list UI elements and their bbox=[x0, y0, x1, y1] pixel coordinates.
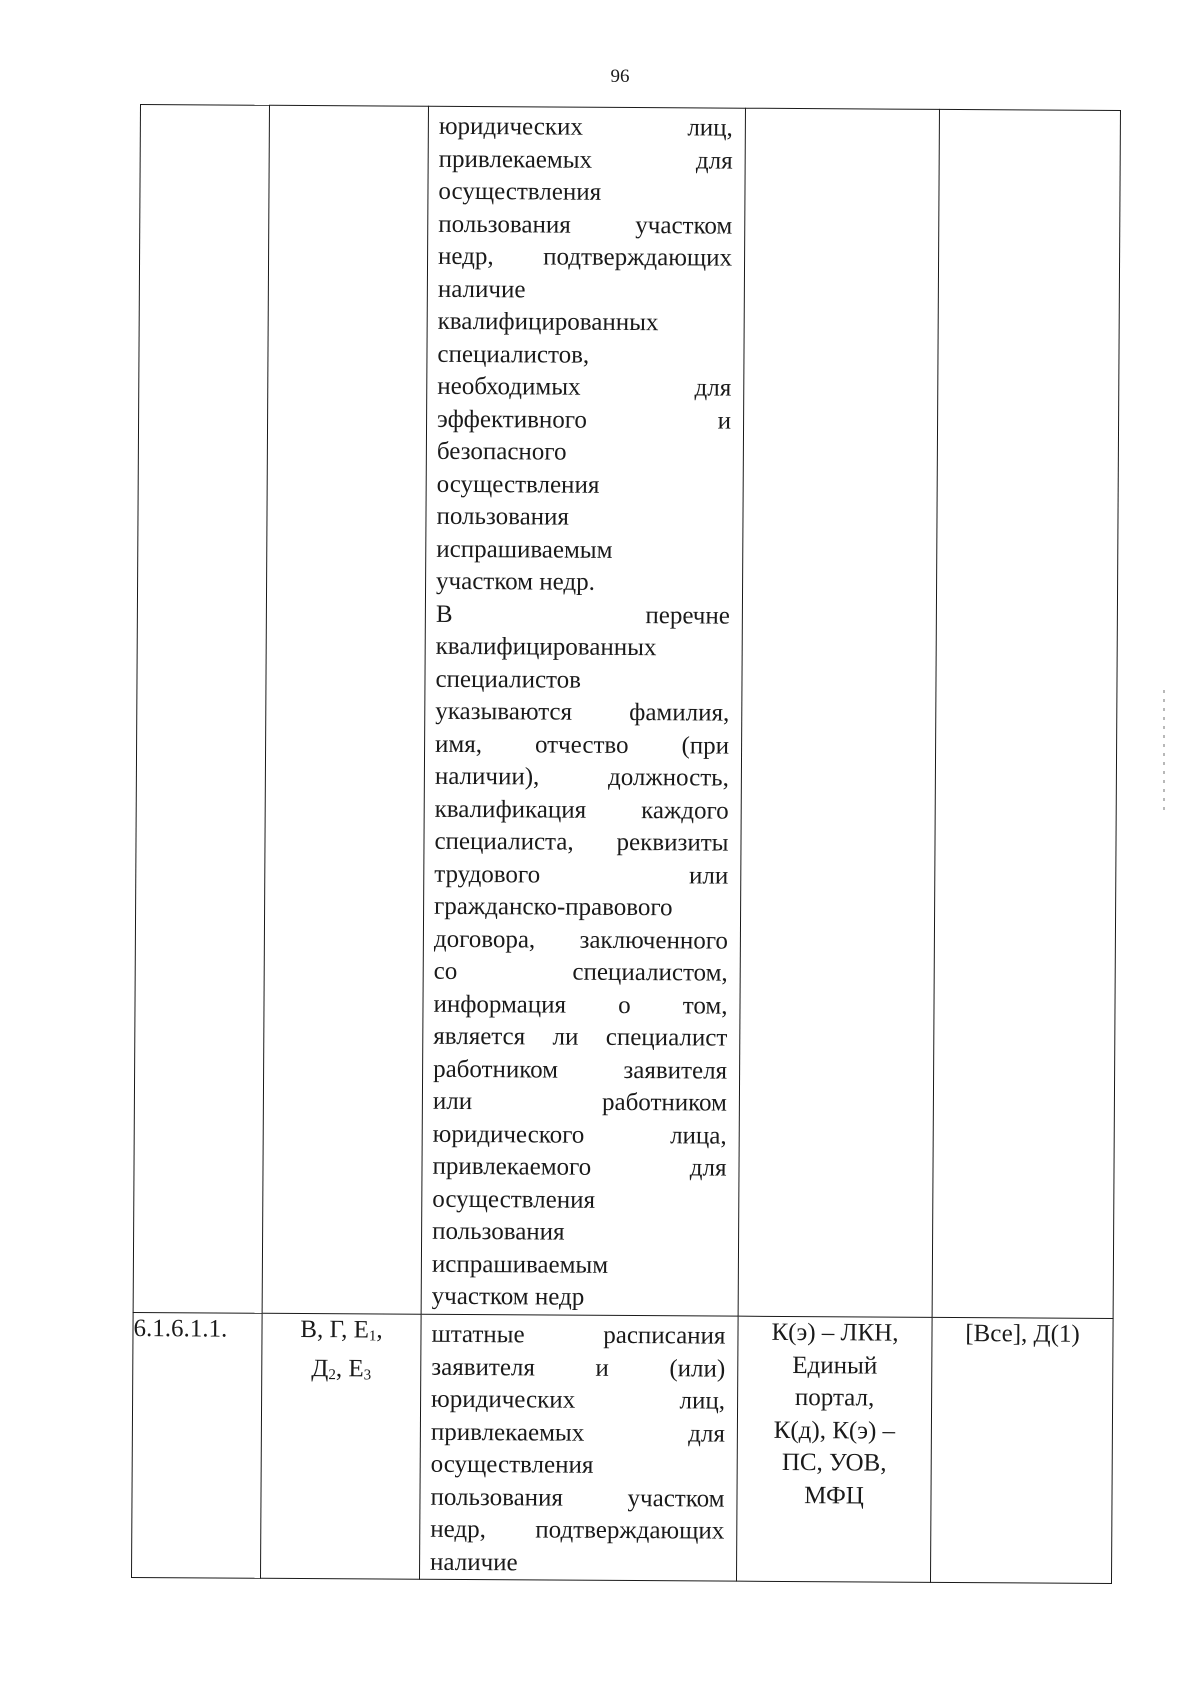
channels-cell bbox=[738, 108, 939, 1317]
code-cell: 6.1.6.1.1. bbox=[131, 1312, 262, 1578]
applicants-text: В, Г, Е bbox=[300, 1316, 370, 1344]
requirement-line: специалистов bbox=[435, 665, 582, 694]
requirement-text bbox=[422, 107, 745, 1315]
requirement-line: привлекаемых для bbox=[430, 1418, 725, 1448]
requirement-line: указываются фамилия, bbox=[435, 697, 730, 727]
applicants-cell bbox=[262, 105, 428, 1314]
requirement-line: пользования участком bbox=[430, 1483, 725, 1513]
requirements-table bbox=[131, 104, 1121, 1584]
requirement-line: испрашиваемым bbox=[436, 535, 613, 564]
requirement-text bbox=[420, 1315, 738, 1581]
requirement-line: специалиста, реквизиты bbox=[434, 827, 729, 857]
applicants-cell: В, Г, $Е_1$, $Д_2$, $Е_3$ bbox=[260, 1313, 421, 1579]
requirement-line: заявителя и (или) bbox=[431, 1353, 726, 1383]
requirement-line: пользования участком bbox=[438, 210, 733, 240]
requirement-line: юридических лиц, bbox=[438, 112, 733, 142]
requirement-cell bbox=[419, 1314, 738, 1581]
subscript: 1 bbox=[368, 1328, 377, 1345]
requirement-line: работником заявителя bbox=[433, 1055, 728, 1085]
requirement-line: привлекаемого для bbox=[432, 1152, 727, 1182]
requirement-line: осуществления bbox=[436, 470, 600, 499]
requirement-line: юридических лиц, bbox=[431, 1385, 726, 1415]
requirement-line: В перечне bbox=[435, 600, 730, 630]
requirement-line: специалистов, bbox=[437, 340, 590, 369]
scan-edge-marks bbox=[1163, 690, 1165, 810]
table-row bbox=[133, 105, 1120, 1319]
requirement-line: эффективного и bbox=[436, 405, 732, 435]
requirement-line: или работником bbox=[432, 1087, 727, 1117]
page-number: 96 bbox=[610, 66, 630, 87]
applicants-text: , Е bbox=[335, 1354, 364, 1382]
requirement-line: квалифицированных bbox=[435, 632, 657, 662]
requirement-line: недр, подтверждающих bbox=[437, 242, 733, 272]
requirement-line: безопасного bbox=[436, 437, 567, 466]
channel-line: К(д), К(э) – bbox=[773, 1416, 896, 1445]
requirement-line: испрашиваемым bbox=[431, 1250, 609, 1279]
requirement-line: юридического лица, bbox=[432, 1120, 727, 1150]
code-cell bbox=[133, 105, 269, 1314]
requirement-line: пользования bbox=[432, 1217, 565, 1246]
requirement-line: осуществления bbox=[438, 177, 602, 206]
requirement-line: привлекаемых для bbox=[438, 145, 733, 175]
requirement-line: имя, отчество (при bbox=[435, 730, 730, 760]
channel-line: портал, bbox=[794, 1384, 875, 1412]
form-cell: [Все], Д(1) bbox=[930, 1317, 1113, 1583]
table-row bbox=[131, 1312, 1113, 1583]
requirement-line: недр, подтверждающих bbox=[430, 1515, 725, 1545]
channel-line: МФЦ bbox=[804, 1481, 864, 1509]
requirement-line: квалификация каждого bbox=[434, 795, 729, 825]
channel-line: К(э) – ЛКН, bbox=[771, 1318, 899, 1347]
requirement-line: участком недр bbox=[431, 1282, 585, 1311]
requirement-line: является ли специалист bbox=[433, 1022, 728, 1052]
requirement-cell bbox=[421, 106, 745, 1316]
requirement-line: необходимых для bbox=[437, 372, 732, 402]
requirement-line: со специалистом, bbox=[433, 957, 728, 987]
channel-line: ПС, УОВ, bbox=[781, 1448, 887, 1477]
requirement-line: осуществления bbox=[430, 1450, 594, 1479]
requirement-line: договора, заключенного bbox=[433, 925, 728, 955]
requirement-line: осуществления bbox=[432, 1185, 596, 1214]
form-cell bbox=[932, 109, 1120, 1318]
channels-cell bbox=[736, 1316, 932, 1582]
requirement-line: квалифицированных bbox=[437, 307, 659, 337]
requirement-line: трудового или bbox=[434, 860, 729, 890]
requirement-line: участком недр. bbox=[436, 567, 595, 596]
channel-line: Единый bbox=[792, 1351, 878, 1380]
requirement-line: наличии), должность, bbox=[434, 762, 729, 792]
applicants-text: Д bbox=[311, 1354, 329, 1382]
requirement-line: пользования bbox=[436, 502, 570, 531]
requirement-line: наличие bbox=[430, 1548, 518, 1576]
subscript: 3 bbox=[363, 1366, 372, 1383]
requirement-line: штатные расписания bbox=[431, 1320, 726, 1350]
requirement-line: информация о том, bbox=[433, 990, 728, 1020]
requirement-line: наличие bbox=[437, 275, 526, 303]
subscript: 2 bbox=[328, 1366, 336, 1383]
requirement-line: гражданско-правового bbox=[434, 892, 673, 922]
